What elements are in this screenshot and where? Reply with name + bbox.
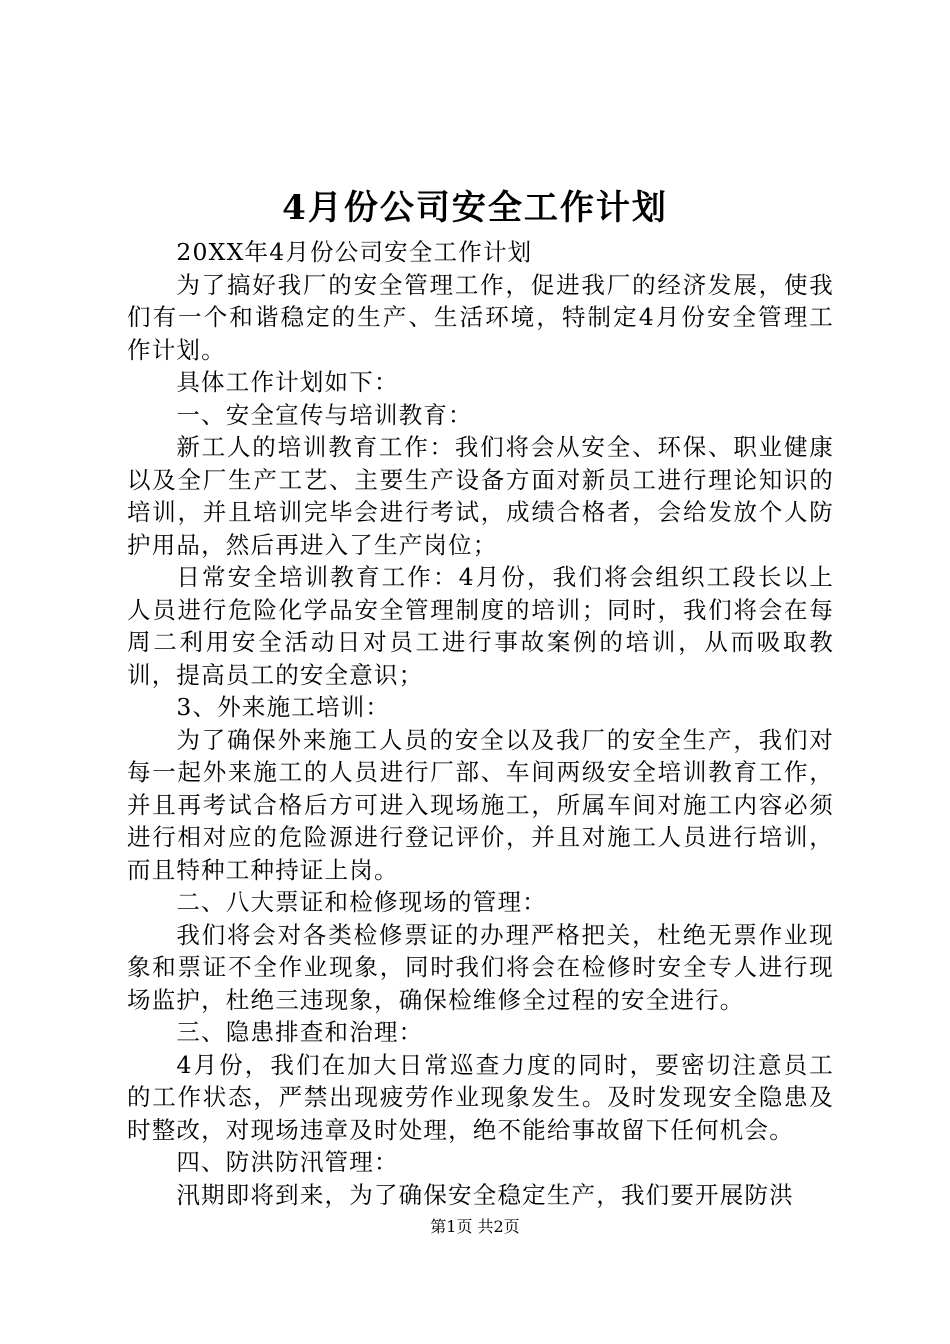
- paragraph: 新工人的培训教育工作：我们将会从安全、环保、职业健康以及全厂生产工艺、主要生产设备方面对新员工进行理论知识的培训，并且培训完毕会进行考试，成绩合格者，会给发放个人防护用品，然后再进入了生产岗位；: [127, 433, 834, 559]
- section-heading: 三、隐患排查和治理：: [176, 1018, 424, 1046]
- paragraph: 汛期即将到来，为了确保安全稳定生产，我们要开展防洪: [176, 1180, 794, 1209]
- paragraph: 我们将会对各类检修票证的办理严格把关，杜绝无票作业现象和票证不全作业现象，同时我们将会在检修时安全专人进行现场监护，杜绝三违现象，确保检维修全过程的安全进行。: [127, 920, 834, 1014]
- paragraph: 20XX年4月份公司安全工作计划: [176, 238, 533, 266]
- section-heading: 四、防洪防汛管理：: [176, 1148, 399, 1176]
- page-number-footer: 第1页 共2页: [430, 1217, 520, 1236]
- document-body: [127, 236, 834, 1211]
- section-heading: 一、安全宣传与培训教育：: [176, 400, 473, 429]
- paragraph: 4月份，我们在加大日常巡查力度的同时，要密切注意员工的工作状态，严禁出现疲劳作业现象发生。及时发现安全隐患及时整改，对现场违章及时处理，绝不能给事故留下任何机会。: [127, 1050, 834, 1144]
- section-heading: 二、八大票证和检修现场的管理：: [176, 888, 547, 916]
- paragraph: 为了搞好我厂的安全管理工作，促进我厂的经济发展，使我们有一个和谐稳定的生产、生活环境，特制定4月份安全管理工作计划。: [127, 270, 834, 364]
- document-title: 4月份公司安全工作计划: [282, 188, 668, 228]
- paragraph: 日常安全培训教育工作：4月份，我们将会组织工段长以上人员进行危险化学品安全管理制度的培训；同时，我们将会在每周二利用安全活动日对员工进行事故案例的培训，从而吸取教训，提高员工的安全意识；: [127, 563, 834, 689]
- paragraph: 具体工作计划如下：: [176, 368, 399, 396]
- section-heading: 3、外来施工培训：: [176, 693, 391, 721]
- paragraph: 为了确保外来施工人员的安全以及我厂的安全生产，我们对每一起外来施工的人员进行厂部、车间两级安全培训教育工作，并且再考试合格后方可进入现场施工，所属车间对施工内容必须进行相对应的危险源进行登记评价，并且对施工人员进行培训，而且特种工种持证上岗。: [127, 725, 834, 884]
